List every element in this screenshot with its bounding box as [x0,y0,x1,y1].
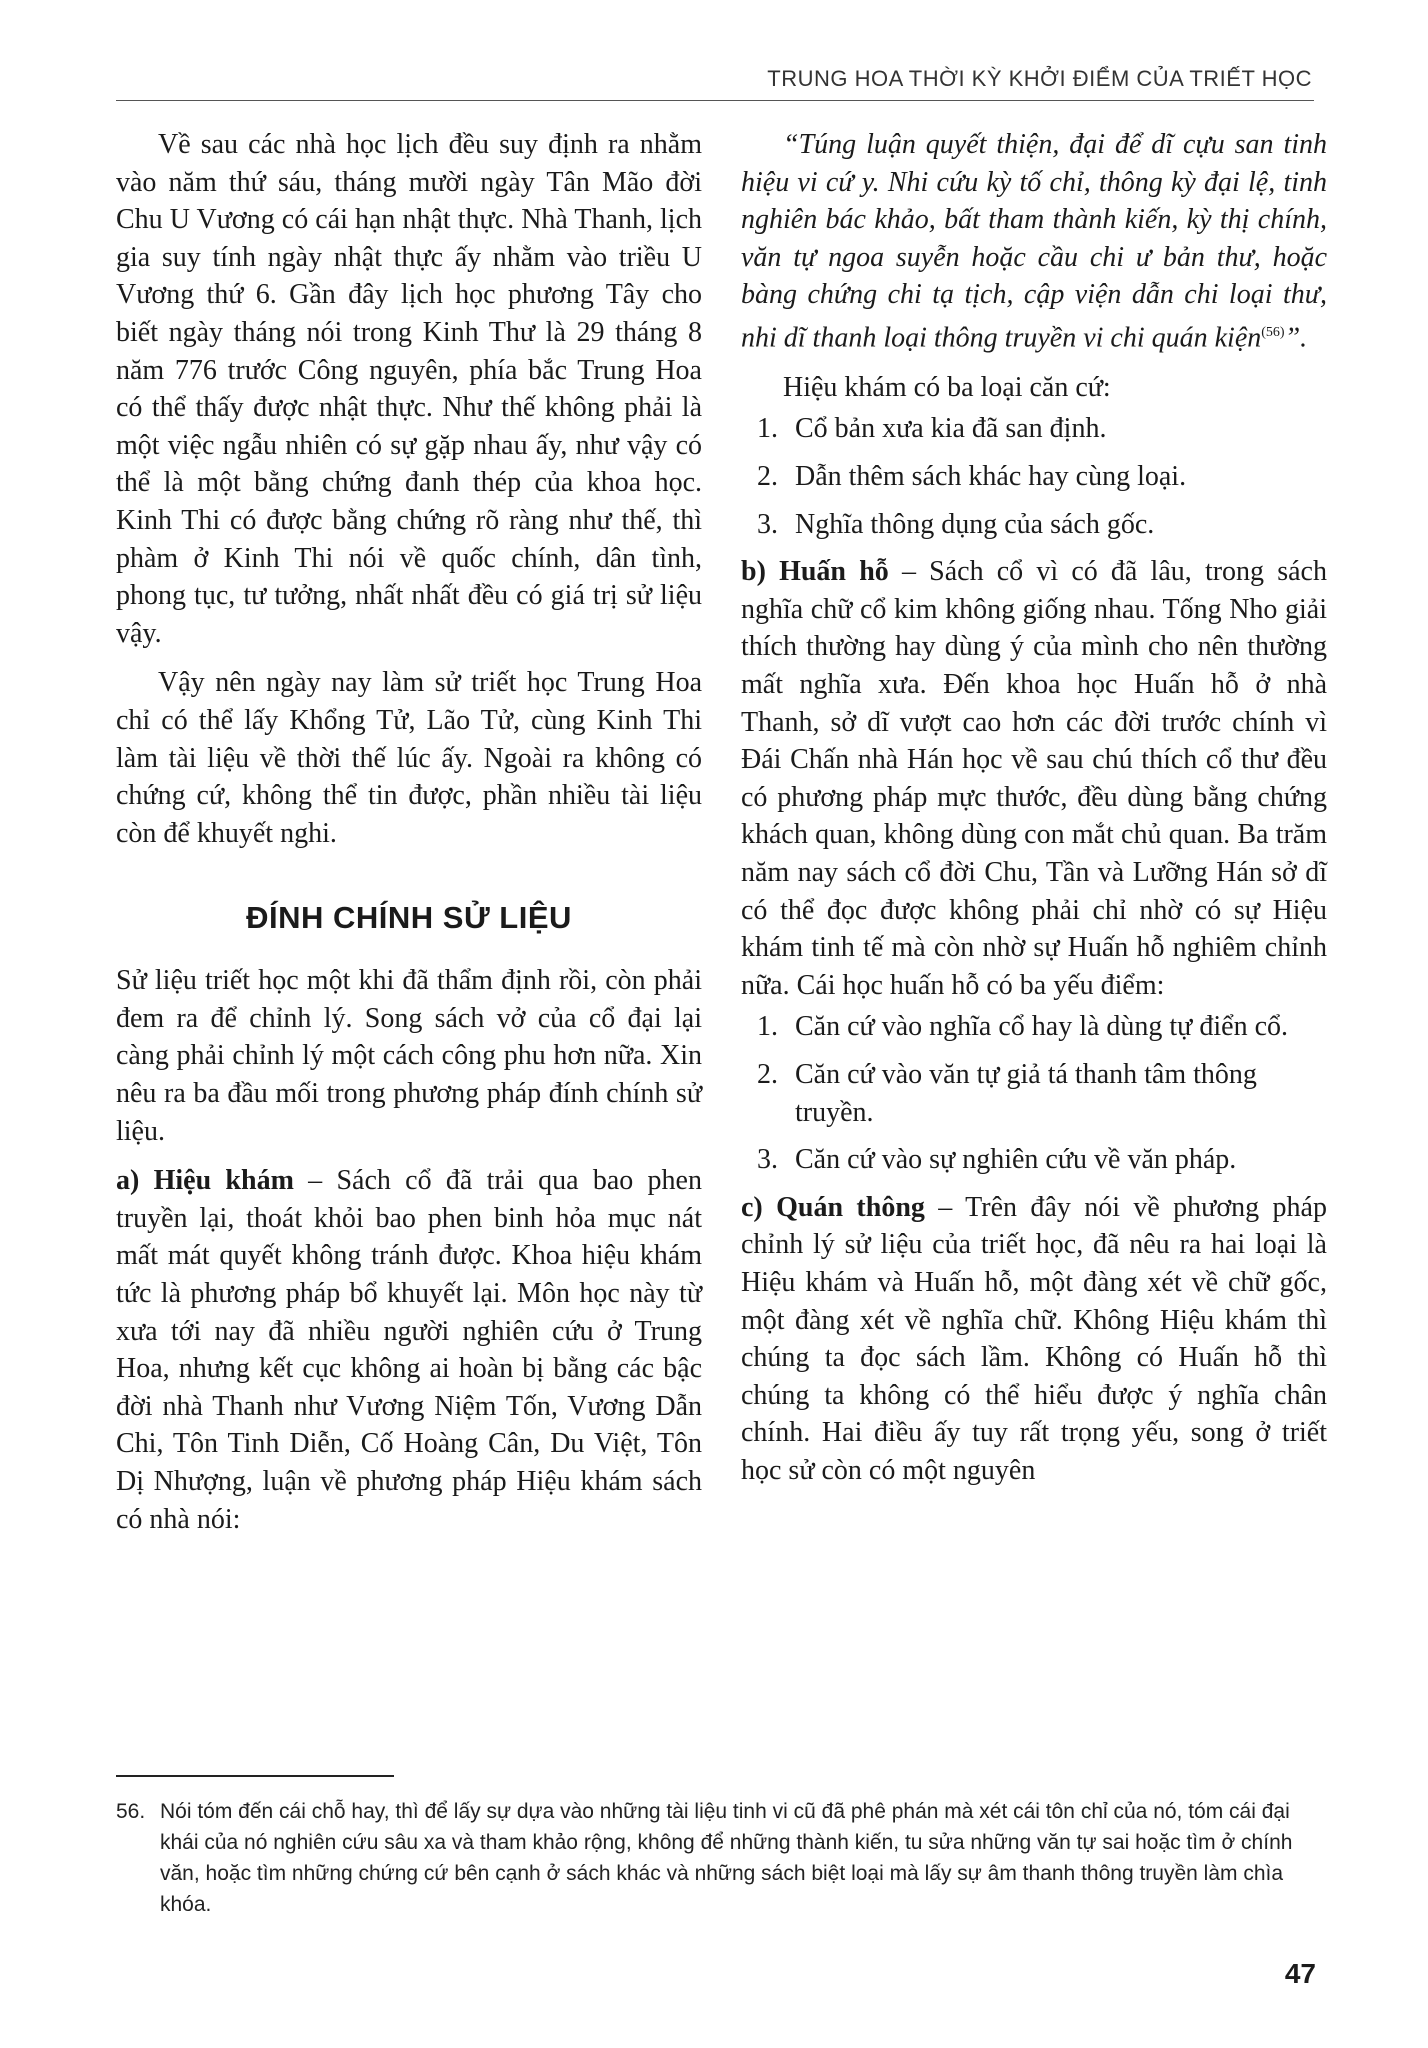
left-column [116,126,702,1538]
list-item-text: Nghĩa thông dụng của sách gốc. [795,508,1155,540]
footnote-reference: (56) [1261,324,1285,340]
running-header: TRUNG HOA THỜI KỲ KHỞI ĐIỂM CỦA TRIẾT HỌC [767,66,1312,91]
list-item [757,506,1327,544]
list-item [757,1008,1327,1046]
quotation-end: ”. [1284,322,1308,354]
header-rule [116,100,1314,101]
list-item [757,458,1327,496]
right-column [741,126,1327,1490]
list-item-text: Căn cứ vào văn tự giả tá thanh tâm thông truyền. [795,1058,1257,1128]
term-huan-ho: b) Huấn hỗ [741,556,889,588]
list-intro-hieu-kham: Hiệu khám có ba loại căn cứ: [783,371,1111,403]
hieu-kham-text: – Sách cổ đã trải qua bao phen truyền lại, thoát khỏi bao phen binh hỏa mục nát mất mát quyết không tránh được. Khoa hiệu khám tức là phương pháp bổ khuyết lại. Môn học này từ xưa tới nay đã nhiều người nghiên cứu ở Trung Hoa, nhưng kết cục không ai hoàn bị bằng các bậc đời nhà Thanh như Vương Niệm Tốn, Vương Dẫn Chi, Tôn Tinh Diễn, Cố Hoàng Cân, Du Việt, Tôn Dị Nhượng, luận về phương pháp Hiệu khám sách có nhà nói: [116,1165,702,1535]
page-number: 47 [1284,1958,1316,1989]
list-item-number: 3. [757,1144,778,1176]
list-item-number: 1. [757,1011,778,1043]
list-hieu-kham-bases [741,410,1327,543]
paragraph-hieu-kham [116,1162,702,1538]
list-item-number: 3. [757,508,778,540]
section-heading: ĐÍNH CHÍNH SỬ LIỆU [246,900,572,936]
list-item [757,1056,1327,1131]
footnote-text: Nói tóm đến cái chỗ hay, thì để lấy sự dựa vào những tài liệu tinh vi cũ đã phê phán mà xét cái tôn chỉ của nó, tóm cái đại khái của nó nghiên cứu sâu xa và tham khảo rộng, không để những thành kiến, tu sửa những văn tự sai hoặc tìm ở chính văn, hoặc tìm những chứng cứ bên cạnh ở sách khác và những sách biệt loại mà lấy sự âm thanh thông truyền làm chìa khóa. [160,1800,1293,1916]
paragraph-section-intro: Sử liệu triết học một khi đã thẩm định rồi, còn phải đem ra để chỉnh lý. Song sách vở của cổ đại lại càng phải chỉnh lý một cách công phu hơn nữa. Xin nêu ra ba đầu mối trong phương pháp đính chính sử liệu. [116,965,702,1147]
list-item [757,1141,1327,1179]
huan-ho-text: – Sách cổ vì có đã lâu, trong sách nghĩa chữ cổ kim không giống nhau. Tống Nho giải thích thường hay dùng ý của mình cho nên thường mất nghĩa xưa. Đến khoa học Huấn hỗ ở nhà Thanh, sở dĩ vượt cao hơn các đời trước chính vì Đái Chấn nhà Hán học về sau chú thích cổ thư đều có phương pháp mực thước, đều dùng bằng chứng khách quan, không dùng con mắt chủ quan. Ba trăm năm nay sách cổ đời Chu, Tần và Lưỡng Hán sở dĩ có thể đọc được không phải chỉ nhờ có sự Hiệu khám tinh tế mà còn nhờ sự Huấn hỗ nghiêm chỉnh nữa. Cái học huấn hỗ có ba yếu điểm: [741,556,1327,1001]
footnote [116,1796,1314,1920]
paragraph-sources-conclusion: Vậy nên ngày nay làm sử triết học Trung Hoa chỉ có thể lấy Khổng Tử, Lão Tử, cùng Kinh Thi làm tài liệu về thời thế lúc ấy. Ngoài ra không có chứng cứ, không thể tin được, phần nhiều tài liệu còn để khuyết nghi. [116,667,702,849]
list-huan-ho-points [741,1008,1327,1178]
quotation-text: “Túng luận quyết thiện, đại để dĩ cựu san tinh hiệu vi cứ y. Nhi cứu kỳ tố chỉ, thông kỳ đại lệ, tinh nghiên bác khảo, bất tham thành kiến, kỳ thị chính, văn tự ngoa suyễn hoặc cầu chi ư bản thư, hoặc bàng chứng chi tạ tịch, cập viện dẫn chi loại thư, nhi dĩ thanh loại thông truyền vi chi quán kiện [741,129,1327,354]
term-hieu-kham: a) Hiệu khám [116,1165,294,1197]
quotation [741,126,1327,357]
paragraph-eclipse-dating: Về sau các nhà học lịch đều suy định ra nhằm vào năm thứ sáu, tháng mười ngày Tân Mão đời Chu U Vương có cái hạn nhật thực. Nhà Thanh, lịch gia suy tính ngày nhật thực ấy nhằm vào triều U Vương thứ 6. Gần đây lịch học phương Tây cho biết ngày tháng nói trong Kinh Thư là 29 tháng 8 năm 776 trước Công nguyên, phía bắc Trung Hoa có thể thấy được nhật thực. Như thế không phải là một việc ngẫu nhiên có sự gặp nhau ấy, như vậy có thể là một bằng chứng đanh thép của khoa học. Kinh Thi có được bằng chứng rõ ràng như thế, thì phàm ở Kinh Thi nói về quốc chính, dân tình, phong tục, tư tưởng, nhất nhất đều có giá trị sử liệu vậy. [116,129,702,649]
list-item-text: Dẫn thêm sách khác hay cùng loại. [795,461,1187,493]
quan-thong-text: – Trên đây nói về phương pháp chỉnh lý sử liệu của triết học, đã nêu ra hai loại là Hiệu khám và Huấn hỗ, một đàng xét về chữ gốc, một đàng xét về nghĩa chữ. Không Hiệu khám thì chúng ta đọc sách lầm. Không có Huấn hỗ thì chúng ta không có thể hiểu được ý nghĩa chân chính. Hai điều ấy tuy rất trọng yếu, song ở triết học sử còn có một nguyên [741,1191,1327,1486]
paragraph-quan-thong [741,1189,1327,1490]
footnote-number: 56. [116,1800,146,1823]
list-item-text: Căn cứ vào nghĩa cổ hay là dùng tự điển cổ. [795,1011,1288,1043]
paragraph-huan-ho [741,553,1327,1004]
list-item-number: 1. [757,413,778,445]
list-item-text: Căn cứ vào sự nghiên cứu về văn pháp. [795,1144,1237,1176]
list-item-text: Cổ bản xưa kia đã san định. [795,413,1107,445]
list-item-number: 2. [757,461,778,493]
list-item [757,410,1327,448]
term-quan-thong: c) Quán thông [741,1191,925,1223]
list-item-number: 2. [757,1058,778,1090]
footnote-rule [116,1775,394,1777]
